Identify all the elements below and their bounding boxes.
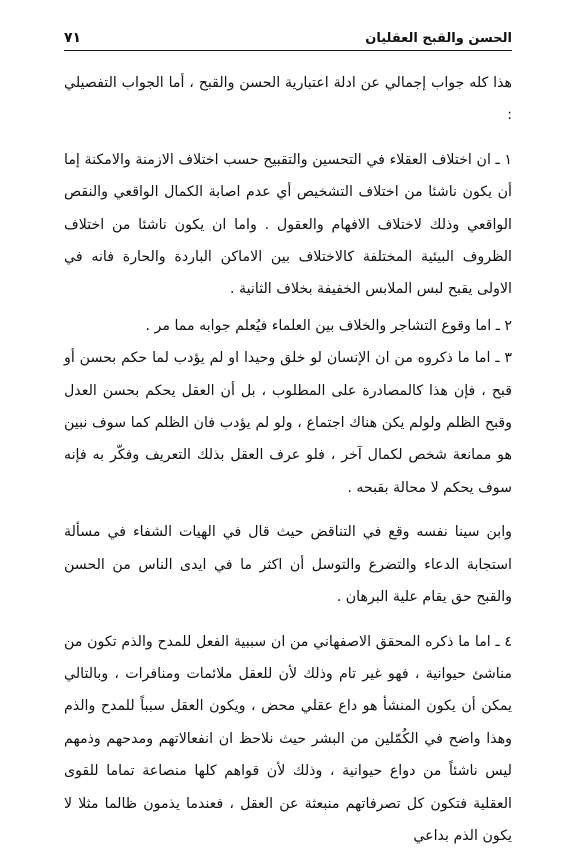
page-number: ٧١ — [64, 30, 81, 46]
paragraph-summary: هذا كله جواب إجمالي عن ادلة اعتبارية الحسن والقبح ، أما الجواب التفصيلي : — [64, 67, 512, 132]
paragraph-point-2: ٢ ـ اما وقوع التشاجر والخلاف بين العلماء فيُعلم جوابه مما مر . — [64, 310, 512, 342]
paragraph-point-4: ٤ ـ اما ما ذكره المحقق الاصفهاني من ان سببية الفعل للمدح والذم تكون من مناشئ حيوانية ، فهو غير تام وذلك لأن للعقل ملائمات ومنافرات ، وبالتالي يمكن أن يكون المنشأ هو داع عقلي محض ، ويكون العقل سبباً للمدح والذم وهذا واضح في الكُمّلين من البشر حيث نلاحظ ان انفعالاتهم ومدحهم وذمهم ليس ناشئاً من دواع حيوانية ، وذلك لأن قواهم كلها منصاعة تماما للقوى العقلية فتكون كل تصرفاتهم منبعثة عن العقل ، فعندما يذمون ظالما مثلا لا يكون الذم بداعي — [64, 626, 512, 852]
paragraph-point-1: ١ ـ ان اختلاف العقلاء في التحسين والتقبيح حسب اختلاف الازمنة والامكنة إما أن يكون ناشئا من اختلاف التشخيص أي عدم اصابة الكمال الواقعي والنقص الواقعي وذلك لاختلاف الافهام والعقول . واما ان يكون ناشئا من اختلاف الظروف البيئية المختلفة كالاختلاف بين الاماكن الباردة والحارة فانه في الاولى يقبح لبس الملابس الخفيفة بخلاف الثانية . — [64, 144, 512, 306]
chapter-title: الحسن والقبح العقليان — [365, 31, 512, 46]
running-header — [64, 30, 512, 51]
paragraph-point-3: ٣ ـ اما ما ذكروه من ان الإنسان لو خلق وحيدا او لم يؤدب لما حكم بحسن أو قبح ، فإن هذا كالمصادرة على المطلوب ، بل أن العقل يحكم بحسن العدل وقبح الظلم ولولم يكن هناك اجتماع ، ولو لم يؤدب فان الظلم كما سوف نبين هو ممانعة شخص لكمال آخر ، فلو عرف العقل بذلك التعريف وفكّر به فإنه سوف يحكم لا محالة بقبحه . — [64, 342, 512, 504]
paragraph-ibn-sina: وابن سينا نفسه وقع في التناقض حيث قال في الهيات الشفاء في مسألة استجابة الدعاء والتضرع والتوسل أن اكثر ما في ايدى الناس من الحسن والقبح حق يقام علية البرهان . — [64, 516, 512, 613]
page-body — [64, 67, 512, 852]
